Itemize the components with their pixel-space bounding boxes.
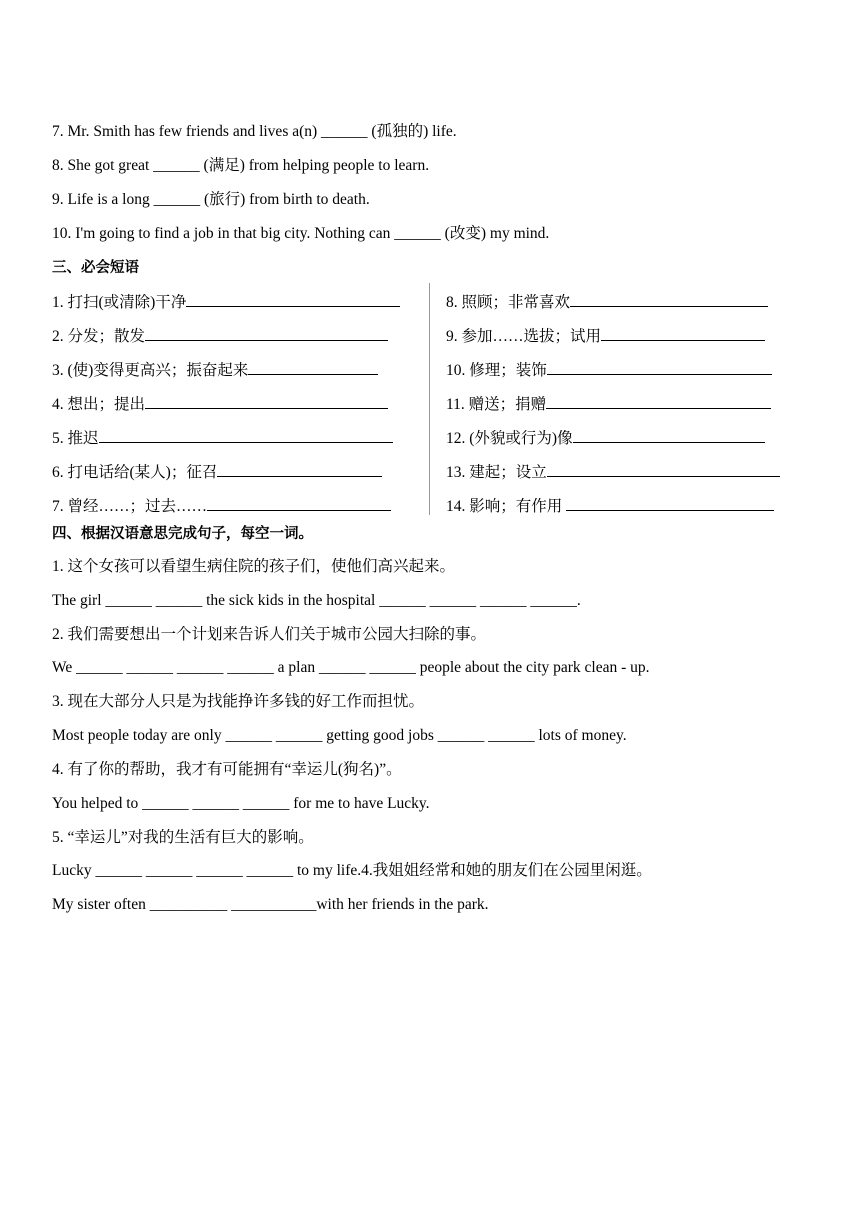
sentence-1-english: The girl ______ ______ the sick kids in the hospital ______ ______ ______ ______. bbox=[52, 592, 581, 609]
phrase-left-4: 4. 想出；提出 bbox=[52, 393, 388, 415]
sentence-2-english: We ______ ______ ______ ______ a plan ______ ______ people about the city park clean - up. bbox=[52, 659, 650, 676]
phrase-left-3: 3. (使)变得更高兴；振奋起来 bbox=[52, 359, 378, 381]
phrase-right-11: 11. 赠送；捐赠 bbox=[446, 393, 771, 415]
phrase-left-1: 1. 打扫(或清除)干净 bbox=[52, 291, 400, 313]
phrase-right-10: 10. 修理；装饰 bbox=[446, 359, 772, 381]
phrase-left-2: 2. 分发；散发 bbox=[52, 325, 388, 347]
sentence-3-chinese: 3. 现在大部分人只是为找能挣许多钱的好工作而担忧。 bbox=[52, 693, 425, 710]
sentence-5-chinese: 5. “幸运儿”对我的生活有巨大的影响。 bbox=[52, 829, 314, 846]
sentence-4-english: You helped to ______ ______ ______ for me to have Lucky. bbox=[52, 795, 430, 812]
sentence-6-english: My sister often __________ ___________with her friends in the park. bbox=[52, 896, 489, 913]
phrase-right-14: 14. 影响；有作用 bbox=[446, 495, 774, 517]
sentence-3-english: Most people today are only ______ ______ getting good jobs ______ ______ lots of money. bbox=[52, 727, 627, 744]
phrase-right-8: 8. 照顾；非常喜欢 bbox=[446, 291, 768, 313]
phrase-left-7: 7. 曾经……；过去…… bbox=[52, 495, 391, 517]
sentence-1-chinese: 1. 这个女孩可以看望生病住院的孩子们，使他们高兴起来。 bbox=[52, 558, 456, 575]
sentence-5-english: Lucky ______ ______ ______ ______ to my life.4.我姐姐经常和她的朋友们在公园里闲逛。 bbox=[52, 862, 652, 879]
section-4-title: 四、根据汉语意思完成句子，每空一词。 bbox=[52, 526, 313, 542]
fill-item-8: 8. She got great ______ (满足) from helping people to learn. bbox=[52, 157, 430, 174]
phrase-right-12: 12. (外貌或行为)像 bbox=[446, 427, 765, 449]
fill-item-9: 9. Life is a long ______ (旅行) from birth to death. bbox=[52, 191, 370, 208]
fill-item-7: 7. Mr. Smith has few friends and lives a(n) ______ (孤独的) life. bbox=[52, 123, 457, 140]
section-3-title: 三、必会短语 bbox=[52, 260, 139, 276]
phrase-left-5: 5. 推迟 bbox=[52, 427, 393, 449]
phrase-right-9: 9. 参加……选拔；试用 bbox=[446, 325, 765, 347]
fill-item-10: 10. I'm going to find a job in that big city. Nothing can ______ (改变) my mind. bbox=[52, 225, 550, 242]
phrase-right-13: 13. 建起；设立 bbox=[446, 461, 780, 483]
sentence-4-chinese: 4. 有了你的帮助，我才有可能拥有“幸运儿(狗名)”。 bbox=[52, 761, 402, 778]
sentence-2-chinese: 2. 我们需要想出一个计划来告诉人们关于城市公园大扫除的事。 bbox=[52, 626, 487, 643]
phrase-left-6: 6. 打电话给(某人)；征召 bbox=[52, 461, 382, 483]
table-divider bbox=[429, 283, 430, 515]
